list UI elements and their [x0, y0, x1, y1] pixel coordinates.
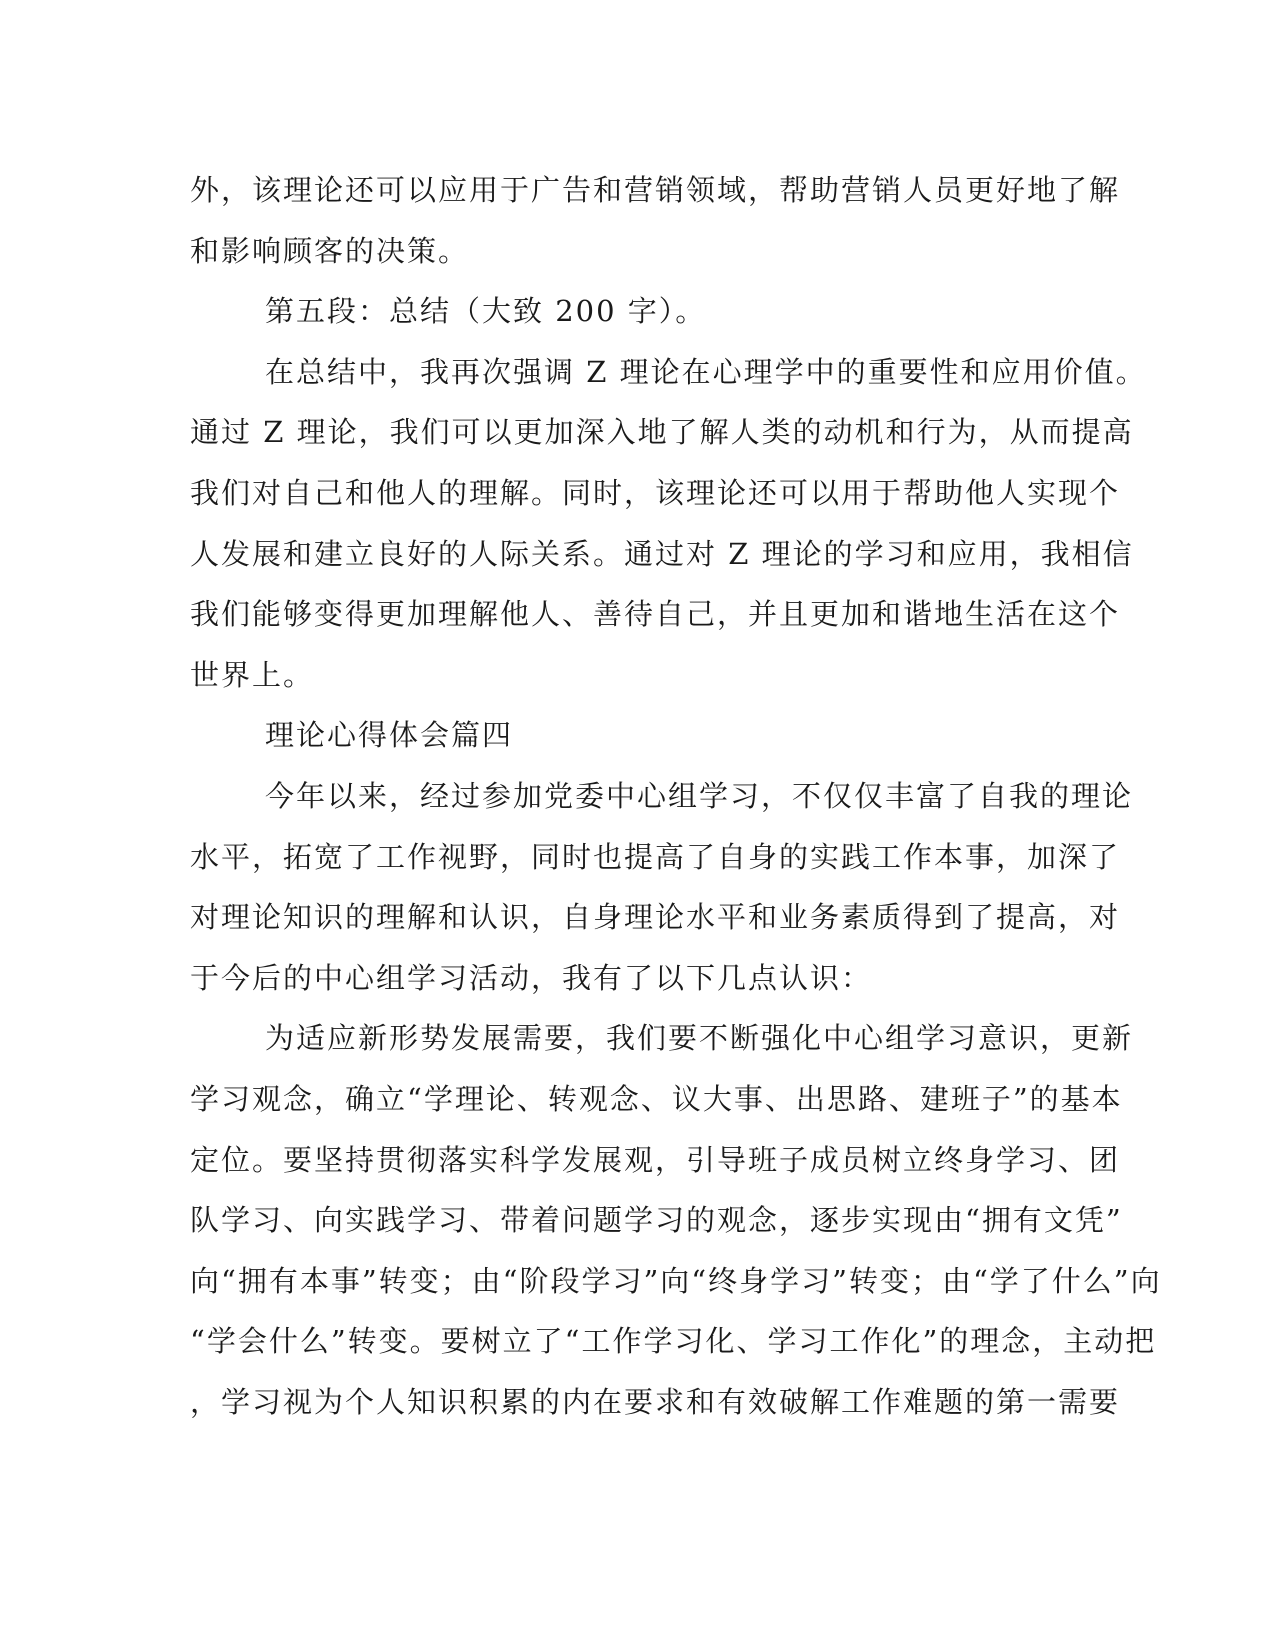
- text-line: 为适应新形势发展需要，我们要不断强化中心组学习意识，更新: [265, 1021, 1134, 1056]
- text-line: 今年以来，经过参加党委中心组学习，不仅仅丰富了自我的理论: [265, 778, 1134, 813]
- text-line: 通过 Z 理论，我们可以更加深入地了解人类的动机和行为，从而提高: [190, 415, 1134, 450]
- text-line: 向“拥有本事”转变；由“阶段学习”向“终身学习”转变；由“学了什么”向: [190, 1263, 1162, 1298]
- text-line: 水平，拓宽了工作视野，同时也提高了自身的实践工作本事，加深了: [190, 839, 1121, 874]
- text-line: 外，该理论还可以应用于广告和营销领域，帮助营销人员更好地了解: [190, 173, 1121, 207]
- text-line: 和影响顾客的决策。: [190, 233, 470, 268]
- text-line: 我们对自己和他人的理解。同时，该理论还可以用于帮助他人实现个: [190, 475, 1121, 510]
- section-heading: 第五段：总结（大致 200 字）。: [265, 294, 707, 329]
- text-line: 于今后的中心组学习活动，我有了以下几点认识：: [190, 960, 873, 995]
- text-line: 定位。要坚持贯彻落实科学发展观，引导班子成员树立终身学习、团: [190, 1142, 1121, 1177]
- text-line: 在总结中，我再次强调 Z 理论在心理学中的重要性和应用价值。: [265, 354, 1147, 389]
- text-line: 世界上。: [190, 657, 315, 692]
- text-line: 人发展和建立良好的人际关系。通过对 Z 理论的学习和应用，我相信: [190, 536, 1134, 571]
- text-line: ，学习视为个人知识积累的内在要求和有效破解工作难题的第一需要: [190, 1384, 1121, 1419]
- text-line: 对理论知识的理解和认识，自身理论水平和业务素质得到了提高，对: [190, 900, 1121, 935]
- document-body: [190, 160, 1162, 1432]
- article-heading: 理论心得体会篇四: [265, 718, 514, 753]
- text-line: “学会什么”转变。要树立了“工作学习化、学习工作化”的理念，主动把: [190, 1324, 1157, 1359]
- text-line: 我们能够变得更加理解他人、善待自己，并且更加和谐地生活在这个: [190, 597, 1121, 632]
- text-line: 学习观念，确立“学理论、转观念、议大事、出思路、建班子”的基本: [190, 1081, 1123, 1116]
- text-line: 队学习、向实践学习、带着问题学习的观念，逐步实现由“拥有文凭”: [190, 1203, 1123, 1238]
